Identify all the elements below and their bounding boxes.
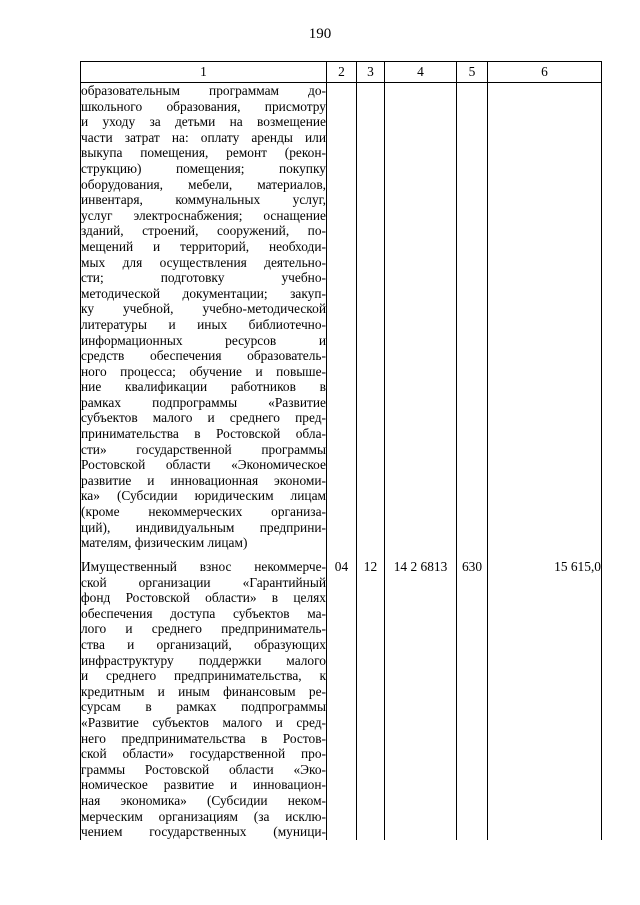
description-line: ние квалификации работников в <box>81 379 326 395</box>
column-header: 4 <box>385 62 457 83</box>
description-line: него предпринимательства в Ростов- <box>81 730 326 746</box>
description-line: ку учебной, учебно-методической <box>81 301 326 317</box>
description-line: (кроме некоммерческих организа- <box>81 504 326 520</box>
description-line: струкцию) помещения; покупку <box>81 160 326 176</box>
description-line: обеспечения доступа субъектов ма- <box>81 605 326 621</box>
budget-table <box>80 61 602 840</box>
description-line: ка» (Субсидии юридическим лицам <box>81 488 326 504</box>
description-line: ного процесса; обучение и повыше- <box>81 363 326 379</box>
target-article-cell: 14 2 6813 <box>385 553 457 840</box>
table-row <box>81 553 602 840</box>
row-description <box>81 83 327 554</box>
description-line: образовательным программам до- <box>81 83 326 98</box>
description-line: Имущественный взнос некоммерче- <box>81 559 326 574</box>
description-line: фонд Ростовской области» в целях <box>81 590 326 606</box>
subsection-cell: 12 <box>357 553 385 840</box>
description-line: ской области» государственной про- <box>81 746 326 762</box>
section-cell: 04 <box>327 553 357 840</box>
description-line: «Развитие субъектов малого и сред- <box>81 714 326 730</box>
description-line: части затрат на: оплату аренды или <box>81 129 326 145</box>
description-line: Ростовской области «Экономическое <box>81 457 326 473</box>
description-line: инвентаря, коммунальных услуг, <box>81 192 326 208</box>
description-line: мых для осуществления деятельно- <box>81 254 326 270</box>
description-line: ской организации «Гарантийный <box>81 574 326 590</box>
description-line: мателям, физическим лицам) <box>81 535 248 551</box>
section-cell <box>327 83 357 554</box>
description-line: граммы Ростовской области «Эко- <box>81 761 326 777</box>
column-header: 6 <box>488 62 602 83</box>
page-number: 190 <box>308 26 332 42</box>
expense-type-cell <box>457 83 488 554</box>
description-line: принимательства в Ростовской обла- <box>81 426 326 442</box>
description-line: оборудования, мебели, материалов, <box>81 176 326 192</box>
description-line: информационных ресурсов и <box>81 332 326 348</box>
description-line: рамках подпрограммы «Развитие <box>81 394 326 410</box>
description-line: и уходу за детьми на возмещение <box>81 114 326 130</box>
description-line: сурсам в рамках подпрограммы <box>81 699 326 715</box>
column-header: 3 <box>357 62 385 83</box>
expense-type-cell: 630 <box>457 553 488 840</box>
description-line: ная экономика» (Субсидии неком- <box>81 792 326 808</box>
description-line: сти; подготовку учебно- <box>81 270 326 286</box>
description-line: инфраструктуру поддержки малого <box>81 652 326 668</box>
table-row <box>81 83 602 554</box>
table-header-row <box>81 62 602 83</box>
description-line: ций), индивидуальным предприни- <box>81 519 326 535</box>
description-line: мещений и территорий, необходи- <box>81 238 326 254</box>
description-line: кредитным и иным финансовым ре- <box>81 683 326 699</box>
description-line: выкупа помещения, ремонт (рекон- <box>81 145 326 161</box>
description-line: услуг электроснабжения; оснащение <box>81 207 326 223</box>
description-line: и среднего предпринимательства, к <box>81 668 326 684</box>
column-header: 2 <box>327 62 357 83</box>
description-line: номическое развитие и инновацион- <box>81 777 326 793</box>
amount-cell: 15 615,0 <box>488 553 602 840</box>
target-article-cell <box>385 83 457 554</box>
description-line: школьного образования, присмотру <box>81 98 326 114</box>
row-description <box>81 553 327 840</box>
description-line: средств обеспечения образователь- <box>81 348 326 364</box>
column-header: 1 <box>81 62 327 83</box>
description-line: литературы и иных библиотечно- <box>81 316 326 332</box>
description-line: ства и организаций, образующих <box>81 636 326 652</box>
description-line: зданий, строений, сооружений, по- <box>81 223 326 239</box>
amount-cell <box>488 83 602 554</box>
description-line: сти» государственной программы <box>81 441 326 457</box>
column-header: 5 <box>457 62 488 83</box>
description-line: субъектов малого и среднего пред- <box>81 410 326 426</box>
description-line: лого и среднего предприниматель- <box>81 621 326 637</box>
description-line: чением государственных (муници- <box>81 824 326 840</box>
description-line: методической документации; закуп- <box>81 285 326 301</box>
subsection-cell <box>357 83 385 554</box>
description-line: мерческим организациям (за исклю- <box>81 808 326 824</box>
description-line: развитие и инновационная экономи- <box>81 472 326 488</box>
